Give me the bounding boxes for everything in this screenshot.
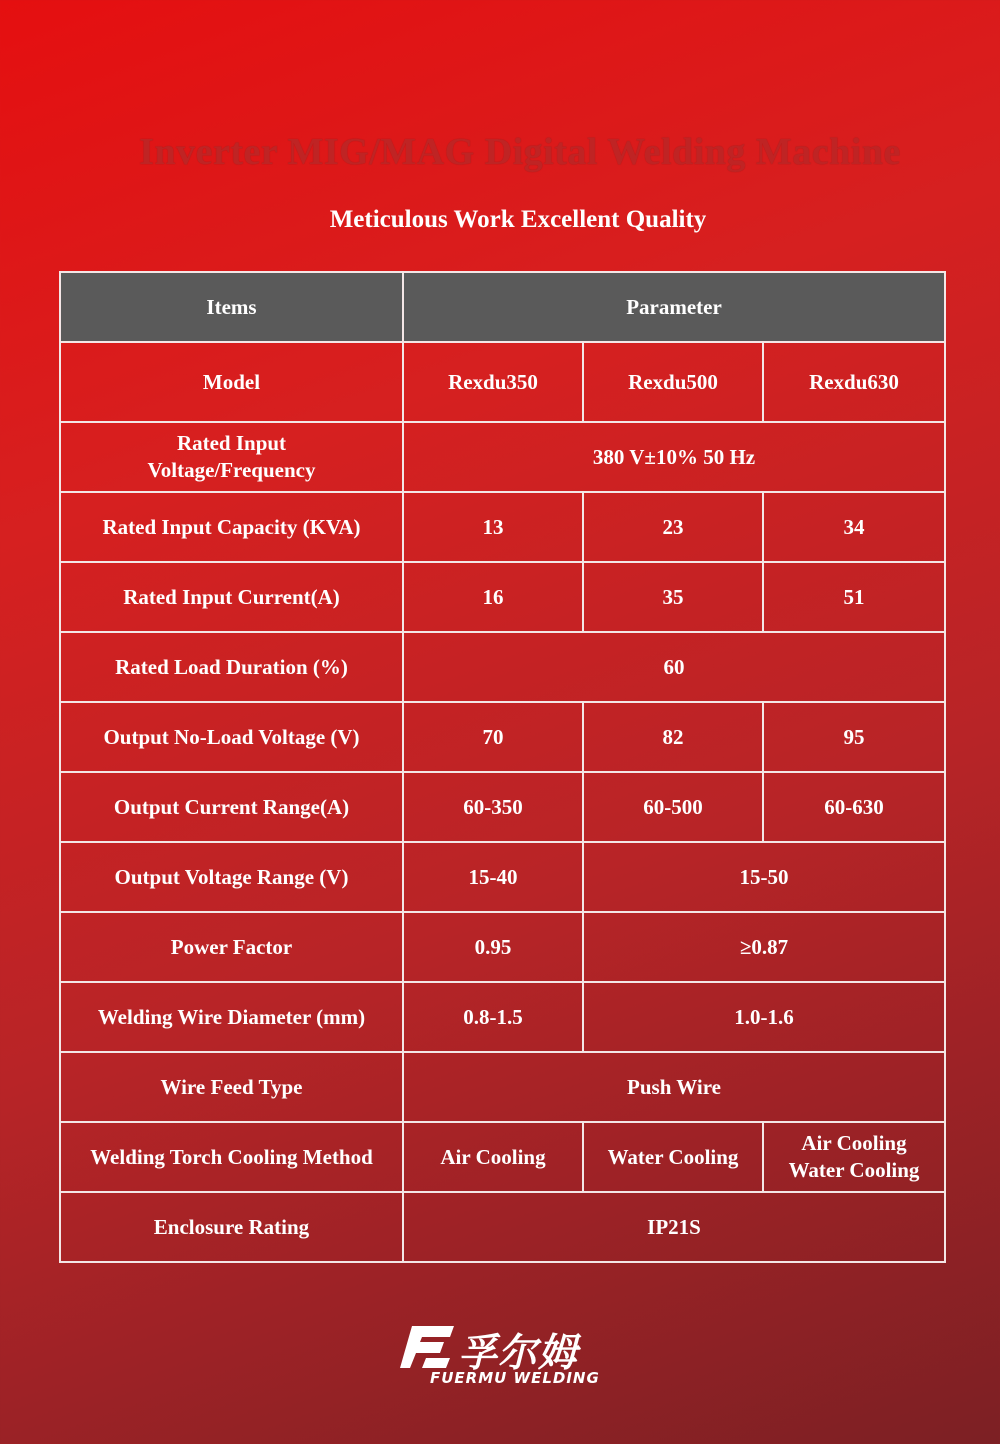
cell: 60-630 bbox=[763, 772, 945, 842]
cell-line: Air Cooling bbox=[801, 1131, 907, 1155]
table-row bbox=[60, 702, 945, 772]
cell: 35 bbox=[583, 562, 763, 632]
row-label bbox=[60, 422, 403, 492]
table-row bbox=[60, 562, 945, 632]
table-row bbox=[60, 342, 945, 422]
cell: 51 bbox=[763, 562, 945, 632]
cell: 60 bbox=[403, 632, 945, 702]
row-label: Output Current Range(A) bbox=[60, 772, 403, 842]
cell bbox=[763, 1122, 945, 1192]
cell-line: Water Cooling bbox=[788, 1158, 920, 1182]
row-label: Enclosure Rating bbox=[60, 1192, 403, 1262]
logo-name-cn: 孚尔姆 bbox=[458, 1331, 579, 1376]
row-label: Model bbox=[60, 342, 403, 422]
cell: 70 bbox=[403, 702, 583, 772]
cell: 15-40 bbox=[403, 842, 583, 912]
row-label: Output No-Load Voltage (V) bbox=[60, 702, 403, 772]
row-label: Output Voltage Range (V) bbox=[60, 842, 403, 912]
table-header-row bbox=[60, 272, 945, 342]
row-label: Welding Torch Cooling Method bbox=[60, 1122, 403, 1192]
table-row bbox=[60, 492, 945, 562]
cell: Air Cooling bbox=[403, 1122, 583, 1192]
row-label: Power Factor bbox=[60, 912, 403, 982]
row-label: Welding Wire Diameter (mm) bbox=[60, 982, 403, 1052]
logo-name-en: FUERMU WELDING bbox=[430, 1369, 600, 1387]
cell: 1.0-1.6 bbox=[583, 982, 945, 1052]
cell: Rexdu500 bbox=[583, 342, 763, 422]
cell: 95 bbox=[763, 702, 945, 772]
cell: 13 bbox=[403, 492, 583, 562]
cell: Water Cooling bbox=[583, 1122, 763, 1192]
page-subtitle: Meticulous Work Excellent Quality bbox=[329, 206, 707, 233]
cell: 34 bbox=[763, 492, 945, 562]
table-row bbox=[60, 842, 945, 912]
table-row bbox=[60, 912, 945, 982]
table-row bbox=[60, 1122, 945, 1192]
row-label: Wire Feed Type bbox=[60, 1052, 403, 1122]
header-parameter: Parameter bbox=[403, 272, 945, 342]
label-line: Rated Input bbox=[176, 431, 287, 455]
brand-logo bbox=[400, 1322, 605, 1392]
cell: 15-50 bbox=[583, 842, 945, 912]
cell: 380 V±10% 50 Hz bbox=[403, 422, 945, 492]
cell: Rexdu350 bbox=[403, 342, 583, 422]
table-row bbox=[60, 1052, 945, 1122]
cell: 0.95 bbox=[403, 912, 583, 982]
cell: Rexdu630 bbox=[763, 342, 945, 422]
table-row bbox=[60, 632, 945, 702]
cell: 0.8-1.5 bbox=[403, 982, 583, 1052]
page-title: Inverter MIG/MAG Digital Welding Machine bbox=[139, 131, 901, 173]
label-line: Voltage/Frequency bbox=[147, 458, 316, 482]
table-row bbox=[60, 982, 945, 1052]
cell: Push Wire bbox=[403, 1052, 945, 1122]
spec-table bbox=[59, 271, 946, 1263]
cell: 82 bbox=[583, 702, 763, 772]
cell: IP21S bbox=[403, 1192, 945, 1262]
cell: 60-500 bbox=[583, 772, 763, 842]
cell: 23 bbox=[583, 492, 763, 562]
cell: ≥0.87 bbox=[583, 912, 945, 982]
table-row bbox=[60, 422, 945, 492]
cell: 60-350 bbox=[403, 772, 583, 842]
row-label: Rated Input Current(A) bbox=[60, 562, 403, 632]
row-label: Rated Input Capacity (KVA) bbox=[60, 492, 403, 562]
header-items: Items bbox=[60, 272, 403, 342]
logo-mark-icon bbox=[400, 1324, 458, 1370]
cell: 16 bbox=[403, 562, 583, 632]
row-label: Rated Load Duration (%) bbox=[60, 632, 403, 702]
table-row bbox=[60, 772, 945, 842]
table-row bbox=[60, 1192, 945, 1262]
